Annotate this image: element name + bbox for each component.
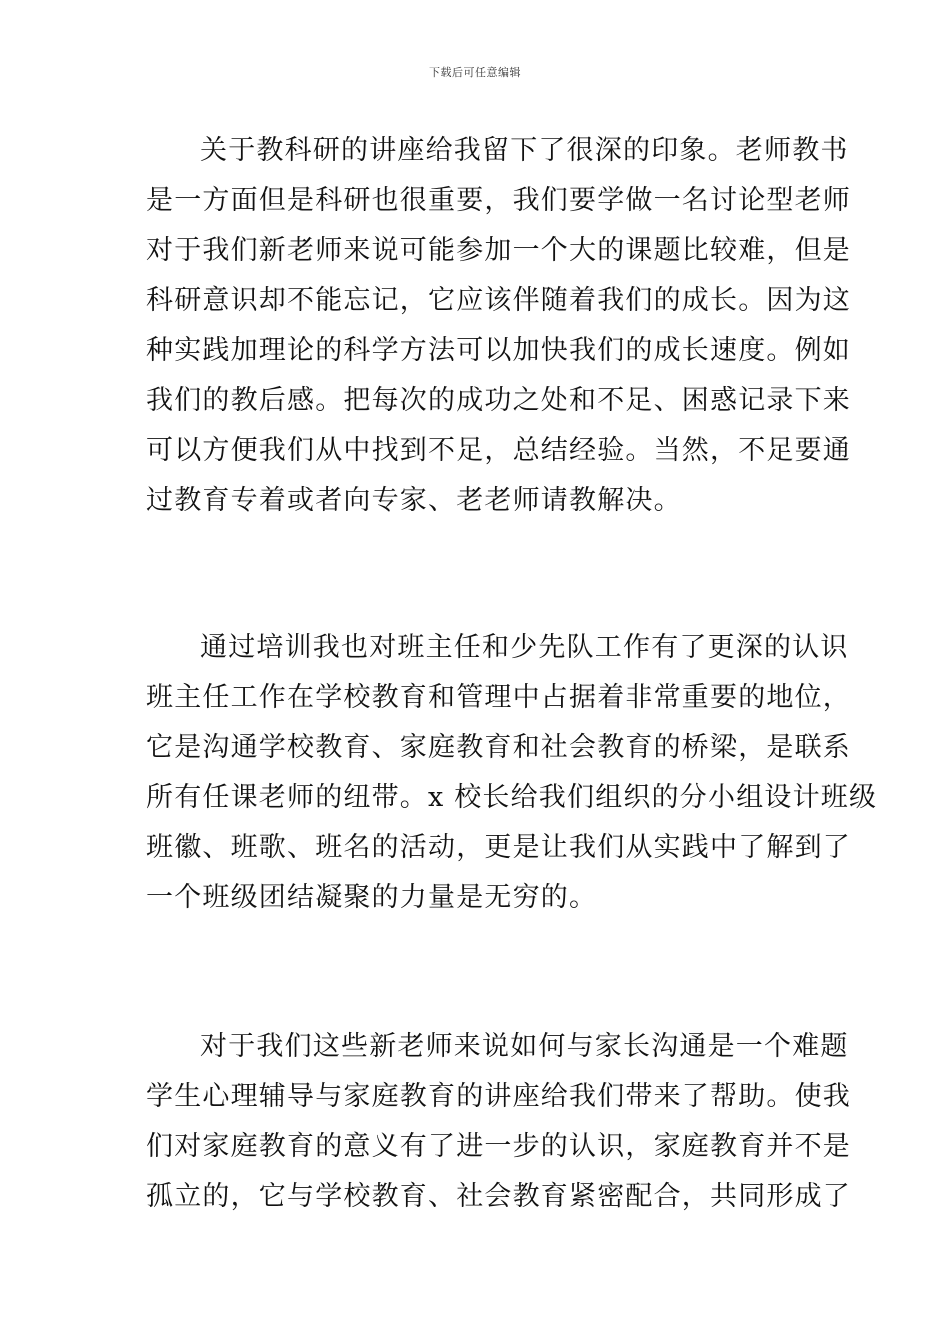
paragraph-parent-communication bbox=[146, 1022, 851, 1222]
paragraph-line: 们对家庭教育的意义有了进一步的认识，家庭教育并不是 bbox=[146, 1131, 851, 1162]
paragraph-line: 是一方面但是科研也很重要，我们要学做一名讨论型老师 bbox=[146, 185, 851, 216]
paragraph-line: 过教育专着或者向专家、老老师请教解决。 bbox=[146, 485, 682, 516]
paragraph-line: 关于教科研的讲座给我留下了很深的印象。老师教书 bbox=[200, 135, 849, 166]
paragraph-line: 孤立的，它与学校教育、社会教育紧密配合，共同形成了 bbox=[146, 1181, 851, 1212]
paragraph-line: 科研意识却不能忘记，它应该伴随着我们的成长。因为这 bbox=[146, 285, 851, 316]
paragraph-line: 对于我们这些新老师来说如何与家长沟通是一个难题 bbox=[200, 1031, 849, 1062]
paragraph-line: 种实践加理论的科学方法可以加快我们的成长速度。例如 bbox=[146, 335, 851, 366]
page-header-note: 下载后可任意编辑 bbox=[429, 66, 521, 79]
paragraph-teaching-research bbox=[146, 126, 851, 526]
paragraph-line: 班主任工作在学校教育和管理中占据着非常重要的地位， bbox=[146, 682, 851, 713]
paragraph-line: 学生心理辅导与家庭教育的讲座给我们带来了帮助。使我 bbox=[146, 1081, 851, 1112]
paragraph-class-teacher bbox=[146, 623, 878, 923]
paragraph-line: 一个班级团结凝聚的力量是无穷的。 bbox=[146, 882, 598, 913]
paragraph-line: 它是沟通学校教育、家庭教育和社会教育的桥梁，是联系 bbox=[146, 732, 851, 763]
paragraph-line: 对于我们新老师来说可能参加一个大的课题比较难，但是 bbox=[146, 235, 851, 266]
paragraph-line: 可以方便我们从中找到不足，总结经验。当然，不足要通 bbox=[146, 435, 851, 466]
paragraph-line: 所有任课老师的纽带。x 校长给我们组织的分小组设计班级 bbox=[146, 782, 878, 813]
paragraph-line: 班徽、班歌、班名的活动，更是让我们从实践中了解到了 bbox=[146, 832, 851, 863]
paragraph-line: 通过培训我也对班主任和少先队工作有了更深的认识 bbox=[200, 632, 849, 663]
paragraph-line: 我们的教后感。把每次的成功之处和不足、困惑记录下来 bbox=[146, 385, 851, 416]
